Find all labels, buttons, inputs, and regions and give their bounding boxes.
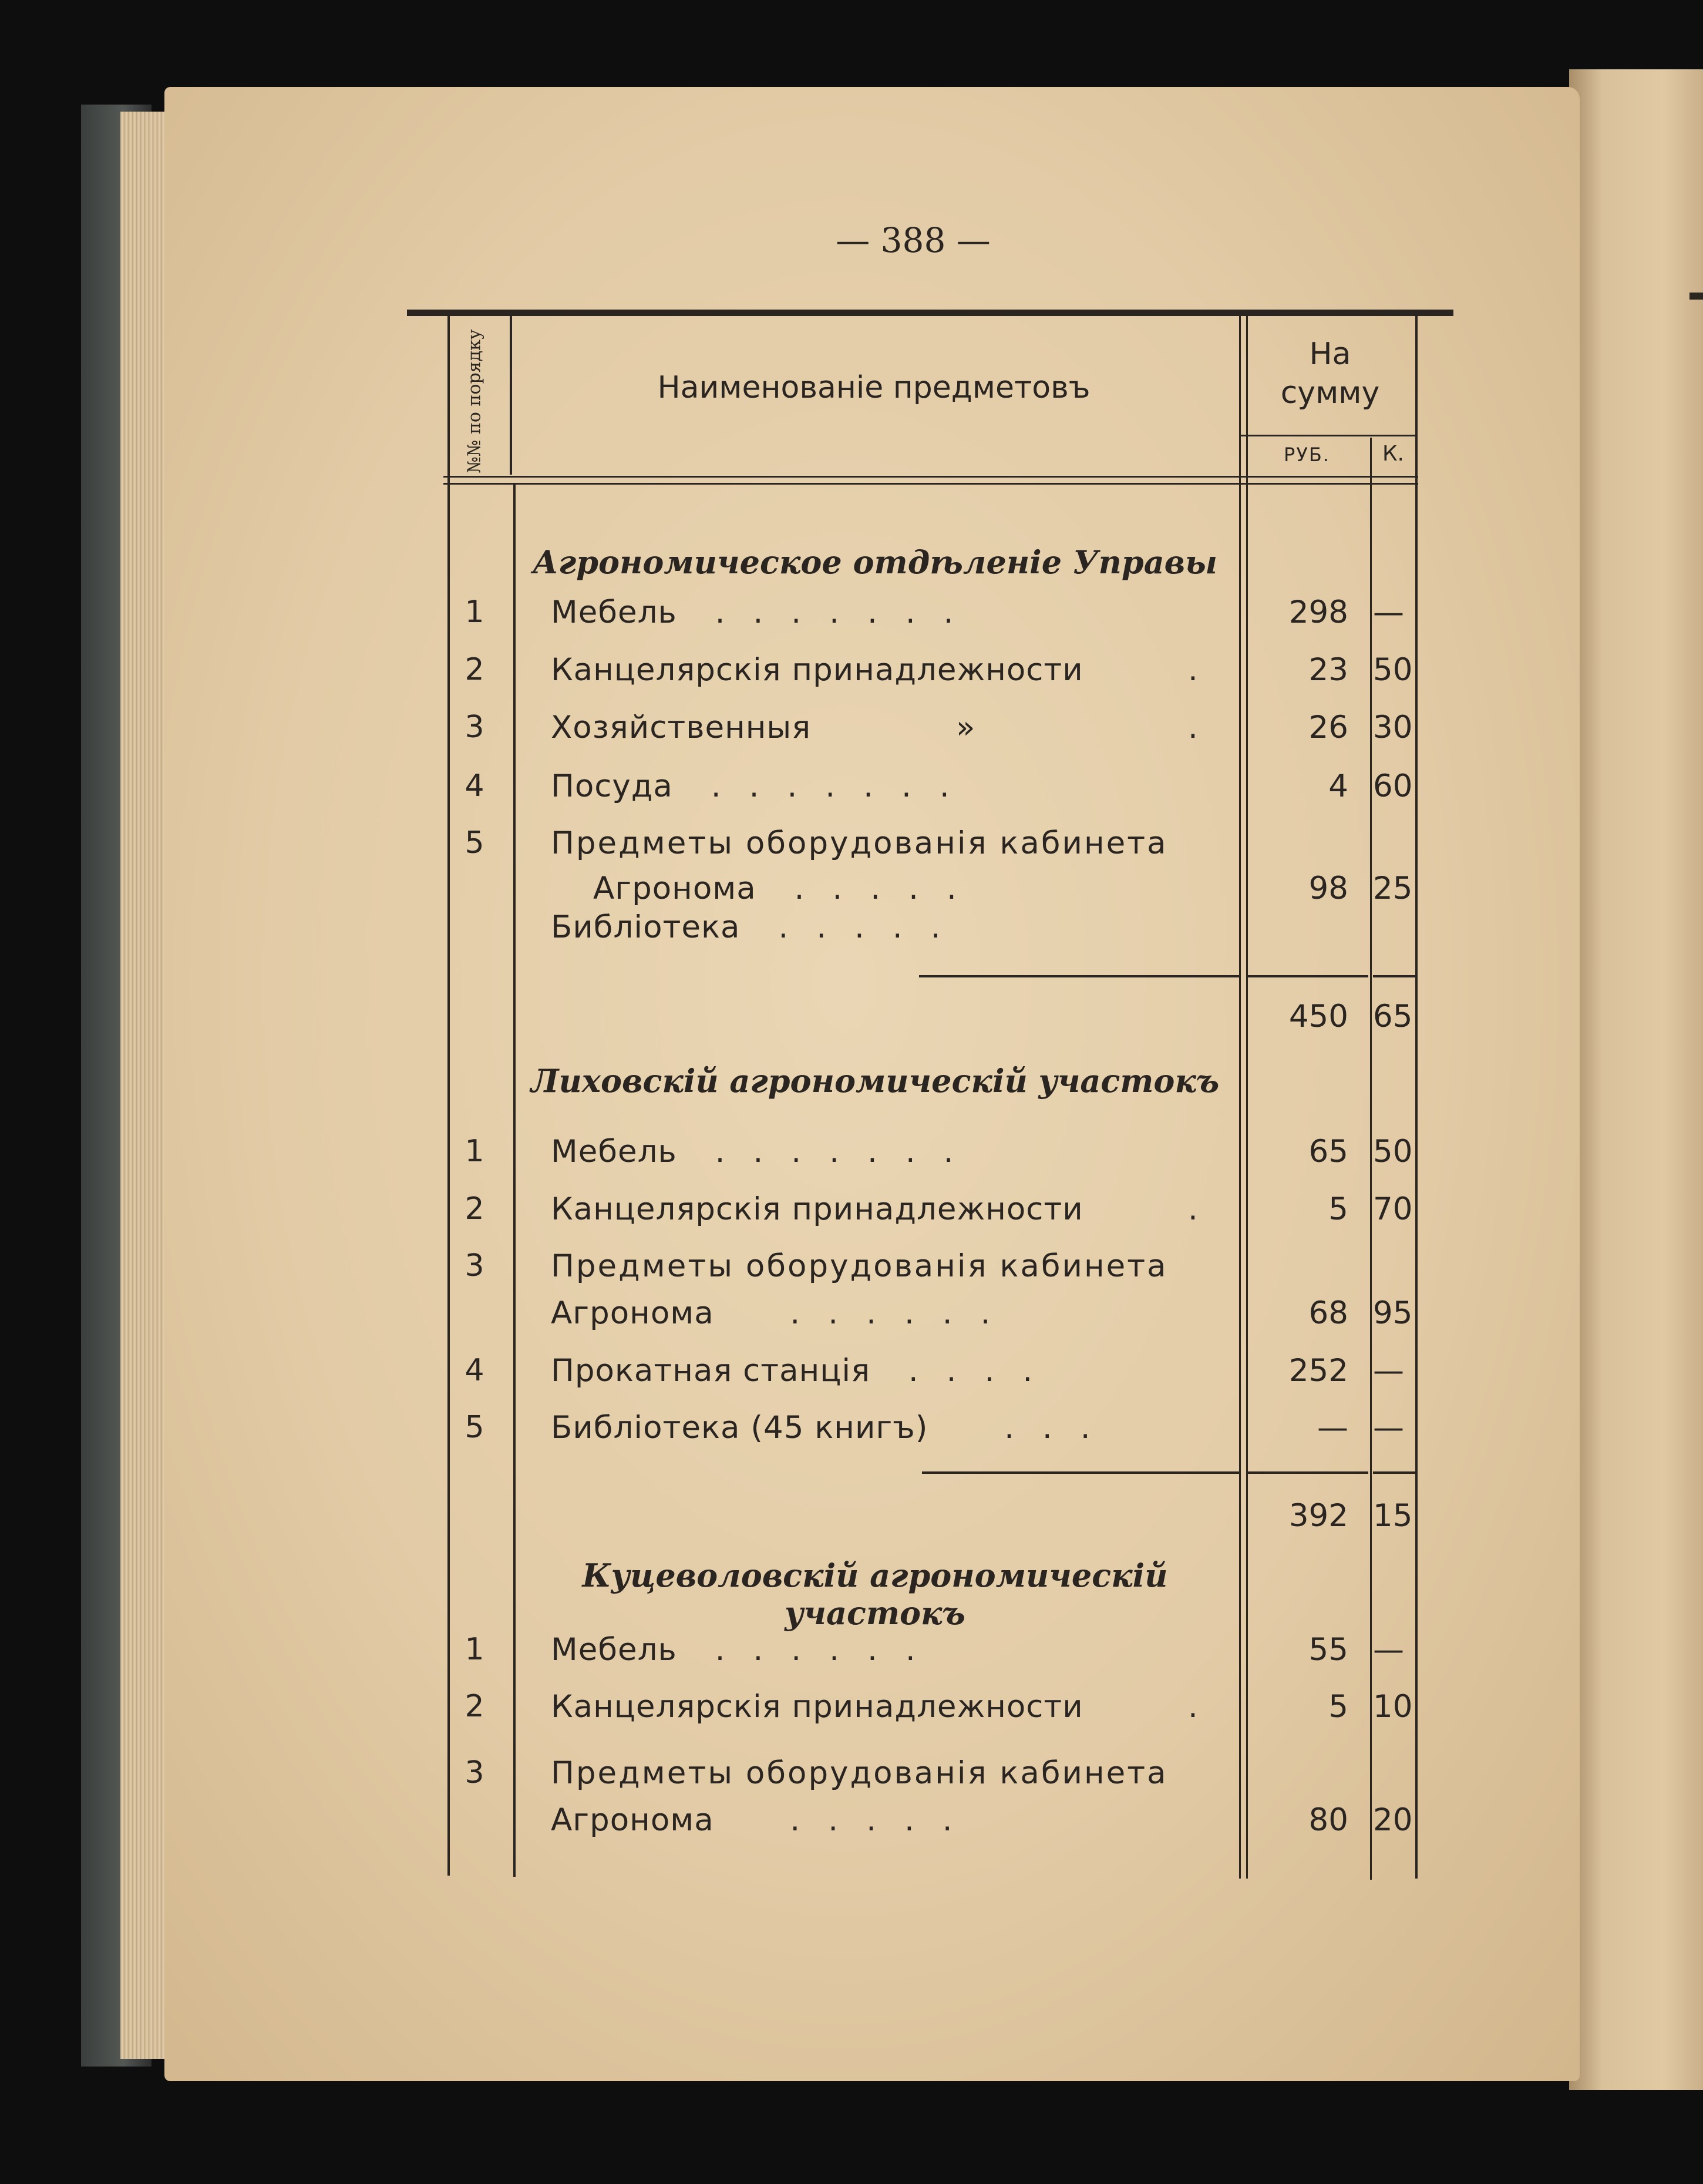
row-name: Предметы оборудованія кабинета [551, 1755, 1168, 1791]
subtotal-rule-kop [1373, 975, 1415, 977]
section-title: Куцеволовскій агрономическій участокъ [582, 1557, 1168, 1632]
row-kop: 25 [1373, 871, 1413, 906]
row-num: 1 [465, 1632, 484, 1667]
row-num: 3 [465, 1755, 484, 1790]
row-kop: 50 [1373, 1134, 1413, 1170]
row-num: 4 [465, 768, 484, 804]
section-title: Лиховскій агрономическій участокъ [530, 1062, 1220, 1100]
header-sum: На сумму [1280, 337, 1380, 411]
subtotal-rub: 450 [1288, 999, 1348, 1034]
row-num: 3 [465, 1248, 484, 1283]
row-kop: — [1373, 1353, 1404, 1389]
row-num: 1 [465, 594, 484, 630]
row-rub: 4 [1328, 768, 1348, 804]
row-kop: 10 [1373, 1689, 1413, 1725]
header-rub: РУБ. [1284, 443, 1330, 466]
table-top-rule [407, 310, 1453, 316]
row-kop: 30 [1373, 710, 1413, 745]
row-rub: 23 [1308, 652, 1348, 688]
row-rub: 298 [1288, 594, 1348, 630]
row-rub: 68 [1308, 1295, 1348, 1331]
header-name: Наименованіе предметовъ [657, 370, 1091, 405]
num-col-divider-body [513, 485, 516, 1877]
row-kop: — [1373, 1410, 1404, 1446]
row-name: Предметы оборудованія кабинета [551, 825, 1168, 861]
row-name: Мебель ...... [551, 1632, 944, 1668]
row-num: 2 [465, 1191, 484, 1227]
subtotal-kop: 15 [1373, 1498, 1413, 1534]
row-rub: 98 [1308, 871, 1348, 906]
rub-kop-divider [1370, 438, 1372, 1880]
subtotal-rule [919, 975, 1239, 977]
header-kop: К. [1382, 442, 1404, 466]
page-number: — 388 — [836, 220, 991, 260]
row-name: Предметы оборудованія кабинета [551, 1248, 1168, 1284]
row-name: Посуда ....... [551, 768, 978, 804]
row-rub: 252 [1288, 1353, 1348, 1389]
row-rub: 5 [1328, 1191, 1348, 1227]
row-name-cont: Агронома ..... [593, 871, 985, 906]
row-num: 5 [465, 825, 484, 861]
sum-subheader-rule [1240, 435, 1416, 436]
row-kop: — [1373, 1632, 1404, 1668]
subtotal-rule-rub [1248, 975, 1368, 977]
row-name: Канцелярскія принадлежности . [551, 1191, 1199, 1227]
row-num: 2 [465, 652, 484, 687]
row-name: Прокатная станція .... [551, 1353, 1061, 1389]
row-rub: 65 [1308, 1134, 1348, 1170]
row-rub: 80 [1308, 1802, 1348, 1838]
row-num: 2 [465, 1689, 484, 1724]
row-name: Мебель ....... [551, 594, 982, 630]
row-kop: 95 [1373, 1295, 1413, 1331]
row-rub: 55 [1308, 1632, 1348, 1668]
row-kop: 70 [1373, 1191, 1413, 1227]
row-name: Хозяйственныя » . [551, 710, 1199, 745]
row-name: Библіотека ..... [551, 909, 969, 945]
subtotal-rule [922, 1471, 1239, 1474]
subtotal-rub: 392 [1288, 1498, 1348, 1534]
subtotal-kop: 65 [1373, 999, 1413, 1034]
row-num: 3 [465, 710, 484, 745]
subtotal-rule-kop [1373, 1471, 1415, 1474]
row-name: Библіотека (45 книгъ) ... [551, 1410, 1119, 1446]
section-title: Агрономическое отдѣленіе Управы [532, 543, 1218, 581]
row-rub: 26 [1308, 710, 1348, 745]
row-kop: 20 [1373, 1802, 1413, 1838]
row-kop: 60 [1373, 768, 1413, 804]
header-bottom-rule-2 [443, 483, 1418, 485]
row-num: 1 [465, 1134, 484, 1169]
row-rub: 5 [1328, 1689, 1348, 1725]
header-bottom-rule [443, 476, 1418, 478]
row-name-cont: Агронома ...... [551, 1295, 1019, 1331]
header-num: №№ по порядку [464, 329, 484, 473]
row-rub: — [1317, 1410, 1348, 1446]
subtotal-rule-rub [1248, 1471, 1368, 1474]
row-num: 4 [465, 1353, 484, 1388]
row-kop: — [1373, 594, 1404, 630]
row-kop: 50 [1373, 652, 1413, 688]
row-name: Мебель ....... [551, 1134, 982, 1170]
row-num: 5 [465, 1410, 484, 1445]
row-name: Канцелярскія принадлежности . [551, 1689, 1199, 1725]
row-name: Канцелярскія принадлежности . [551, 652, 1199, 688]
row-name-cont: Агронома ..... [551, 1802, 981, 1838]
sum-col-divider-a [1239, 316, 1241, 1879]
